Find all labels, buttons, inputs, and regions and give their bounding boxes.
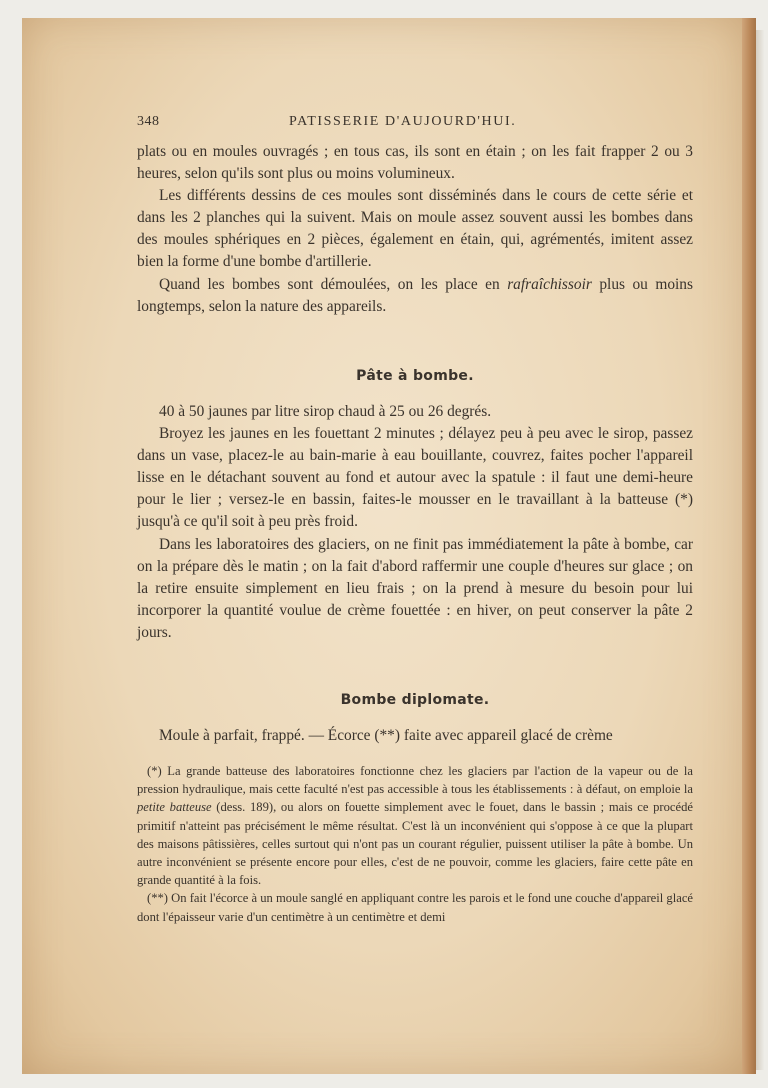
intro-paragraph-3 xyxy=(137,274,693,318)
intro-p3-text-end: plus ou moins longtemps, selon la nature des appareils. xyxy=(137,275,693,315)
section1-paragraph-1: 40 à 50 jaunes par litre sirop chaud à 25 ou 26 degrés. xyxy=(159,403,492,420)
page-binding-edge xyxy=(742,18,756,1074)
intro-p3-italic: rafraîchissoir xyxy=(507,275,592,293)
running-title: PATISSERIE D'AUJOURD'HUI. xyxy=(289,114,517,129)
intro-paragraph-1: plats ou en moules ouvragés ; en tous cas, ils sont en étain ; on les fait frapper 2 ou 3 heures, selon qu'ils sont plus ou moins volumineux. xyxy=(137,143,693,183)
section1-paragraph-2: Broyez les jaunes en les fouettant 2 minutes ; délayez peu à peu avec le sirop, passez dans un vase, placez-le au bain-marie à eau bouillante, couvrez, faites pocher l'appareil lisse en le détachant souvent au fond et autour avec la spatule : il faut une demi-heure pour le lier ; versez-le en bassin, faites-le mousser en le travaillant à la batteuse (*) jusqu'à ce qu'il soit à peu près froid. xyxy=(137,425,693,531)
page-number: 348 xyxy=(137,114,160,129)
intro-text xyxy=(137,141,693,318)
footnotes xyxy=(137,762,693,926)
intro-paragraph-2: Les différents dessins de ces moules sont disséminés dans le cours de cette série et dans les 2 planches qui la suivent. Mais on moule assez souvent aussi les bombes dans des moules sphériques en 2 pièces, également en étain, qui, agrémentés, imitent assez bien la forme d'une bombe d'artillerie. xyxy=(137,187,693,271)
footnote-1-italic: petite batteuse xyxy=(137,800,212,815)
footnote-1-text-end: (dess. 189), ou alors on fouette simplement avec le fouet, dans le bassin ; mais ce procédé primitif n'atteint pas précisément le même résultat. C'est là un inconvénient qui s'oppose à ce que la plupart des maisons pâtissières, celles surtout qui n'ont pas un courant régulier, puissent utiliser la pâte à bombe. Un autre inconvénient se présente encore pour elles, c'est de ne pouvoir, comme les glaciers, faire cette pâte en grande quantité à la fois. xyxy=(137,800,693,888)
page-gutter xyxy=(756,30,764,1070)
section-heading-pate-a-bombe: Pâte à bombe. xyxy=(356,368,474,384)
footnote-1-text: (*) La grande batteuse des laboratoires fonctionne chez les glaciers par l'action de la vapeur ou de la pression hydraulique, mais cette faculté n'est pas accessible à tous les établissements : à défaut, on emploie la xyxy=(137,764,693,797)
section2-paragraph-1: Moule à parfait, frappé. — Écorce (**) faite avec appareil glacé de crème xyxy=(159,727,613,744)
running-header xyxy=(137,114,693,134)
intro-p3-text: Quand les bombes sont démoulées, on les place en xyxy=(159,275,508,293)
section2-text xyxy=(137,725,693,747)
footnote-2: (**) On fait l'écorce à un moule sanglé en appliquant contre les parois et le fond une couche d'appareil glacé dont l'épaisseur varie d'un centimètre à un centimètre et demi xyxy=(137,891,693,924)
section1-paragraph-3: Dans les laboratoires des glaciers, on ne finit pas immédiatement la pâte à bombe, car on la prépare dès le matin ; on la fait d'abord raffermir une couple d'heures sur glace ; on la retire ensuite simplement en lieu frais ; on la prend à mesure du besoin pour lui incorporer la quantité voulue de crème fouettée : en hiver, on peut conserver la pâte 2 jours. xyxy=(137,535,693,641)
footnote-1 xyxy=(137,762,693,889)
section1-text xyxy=(137,401,693,644)
section-heading-bombe-diplomate: Bombe diplomate. xyxy=(340,692,490,708)
